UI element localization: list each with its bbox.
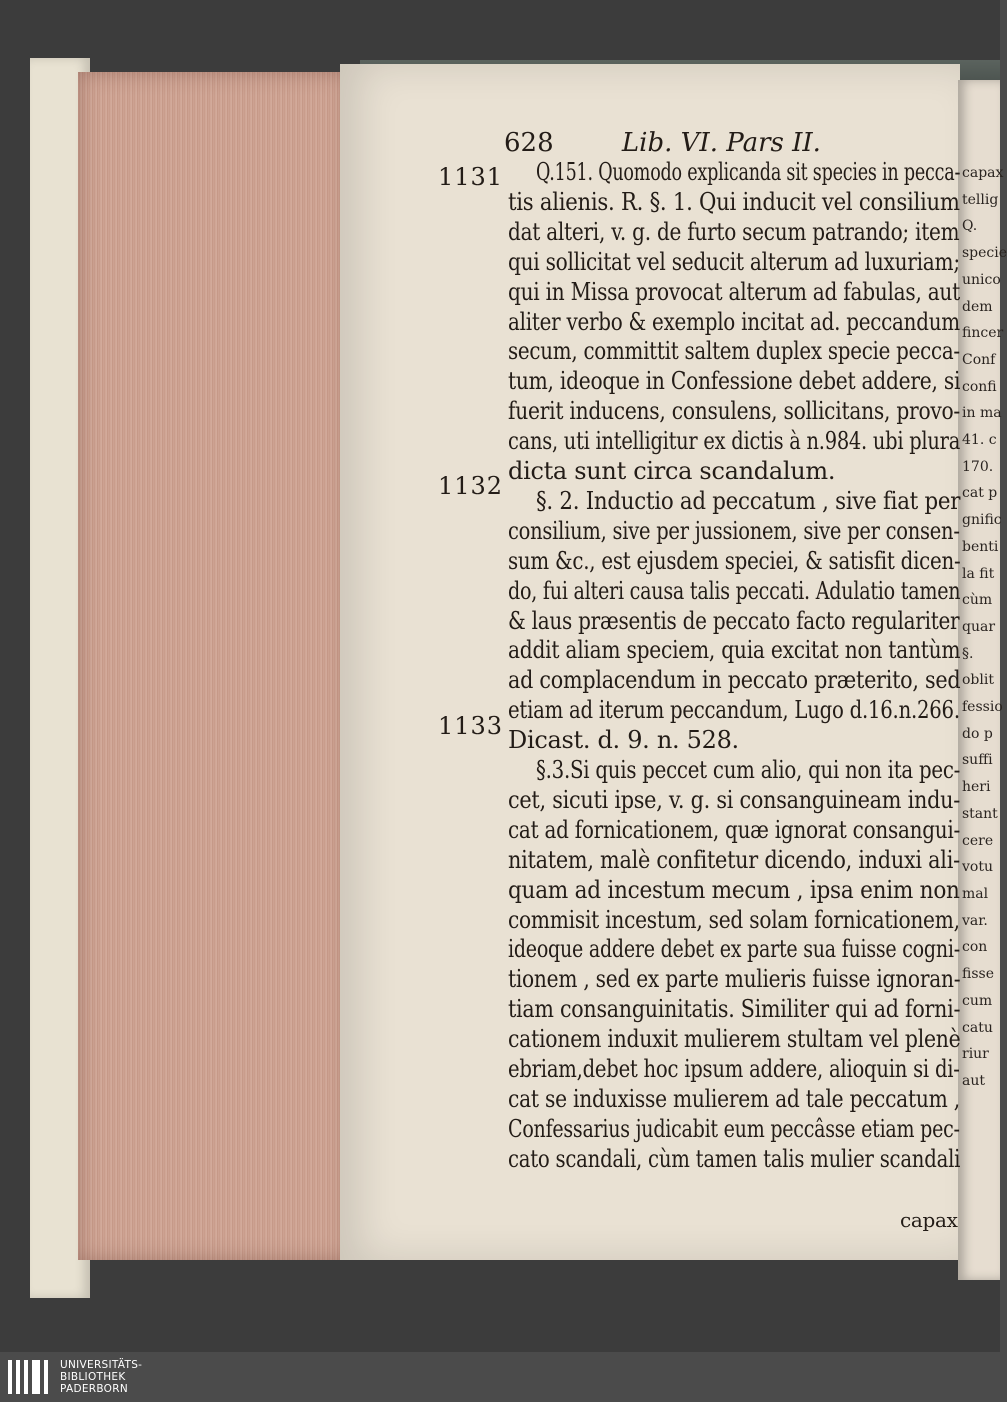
text-line: aliter verbo & exemplo incitat ad. peccandum: [508, 307, 960, 336]
text-line: Q.151. Quomodo explicanda sit species in pecca-: [536, 158, 961, 186]
right-page-fragment: heri: [962, 779, 991, 796]
right-page-fragment: Conf: [962, 351, 996, 368]
library-name-line: BIBLIOTHEK: [60, 1371, 126, 1383]
text-line: secum, committit saltem duplex specie pecca-: [508, 337, 960, 366]
right-page-fragment: la fit: [962, 565, 995, 582]
library-name-line: PADERBORN: [60, 1383, 128, 1395]
text-line: cet, sicuti ipse, v. g. si consanguineam indu-: [508, 785, 961, 814]
right-page-fragment: stant: [962, 805, 998, 822]
right-page-fragment: cùm: [962, 592, 993, 609]
footer-bar: [0, 1352, 1000, 1402]
paragraph-number: 1133: [438, 712, 504, 740]
right-page-fragment: cere: [962, 832, 994, 849]
text-line: qui sollicitat vel seducit alterum ad luxuriam;: [508, 247, 960, 276]
paragraph-number: 1132: [438, 472, 504, 500]
right-page-fragment: capax: [962, 165, 1004, 181]
text-line: consilium, sive per jussionem, sive per consen-: [508, 516, 960, 545]
right-page-fragment: cum: [962, 992, 993, 1009]
text-line: ebriam,debet hoc ipsum addere, alioquin si di-: [508, 1055, 960, 1083]
right-page-fragment: 170.: [962, 458, 994, 475]
text-line: addit aliam speciem, quia excitat non tantùm: [508, 636, 961, 665]
text-line: etiam ad iterum peccandum, Lugo d.16.n.266.: [508, 696, 960, 725]
page-edges: [78, 72, 348, 1260]
text-line: Dicast. d. 9. n. 528.: [508, 726, 739, 755]
right-page-fragment: catu: [962, 1019, 993, 1036]
text-line: cationem induxit mulierem stultam vel plenè: [508, 1025, 961, 1054]
right-page-fragment: 41. c: [962, 432, 997, 449]
text-line: tiam consanguinitatis. Similiter qui ad forni-: [508, 995, 961, 1024]
right-page-fragment: in ma: [962, 405, 1002, 422]
page-number: 628: [504, 128, 554, 158]
right-page-fragment: benti: [962, 538, 999, 555]
right-page: [958, 80, 1007, 1280]
text-line: do, fui alteri causa talis peccati. Adulatio tamen: [508, 576, 961, 605]
text-line: commisit incestum, sed solam fornicationem,: [508, 905, 960, 934]
paragraph-number: 1131: [438, 163, 504, 191]
text-line: sum &c., est ejusdem speciei, & satisfit dicen-: [508, 546, 961, 575]
right-page-fragment: riur: [962, 1046, 989, 1063]
page-header: [504, 128, 821, 158]
right-page-fragment: specie: [962, 245, 1007, 262]
text-line: §. 2. Inductio ad peccatum , sive fiat per: [536, 486, 961, 515]
right-page-fragments: [958, 160, 1007, 1095]
right-page-fragment: cat p: [962, 485, 998, 502]
text-line: §.3.Si quis peccet cum alio, qui non ita pec-: [536, 756, 961, 784]
text-line: & laus præsentis de peccato facto regulariter: [508, 606, 960, 635]
catchword: capax: [900, 1208, 958, 1232]
text-line: cans, uti intelligitur ex dictis à n.984. ubi plura: [508, 427, 961, 456]
text-line: tionem , sed ex parte mulieris fuisse ignoran-: [508, 965, 961, 994]
right-page-fragment: unico: [962, 271, 1001, 288]
right-page-fragment: votu: [962, 859, 993, 876]
right-page-fragment: quar: [962, 618, 996, 635]
text-line: ideoque addere debet ex parte sua fuisse cogni-: [508, 935, 960, 964]
right-page-fragment: tellig: [962, 191, 999, 208]
right-page-fragment: con: [962, 939, 988, 956]
right-page-fragment: dem: [962, 298, 993, 315]
text-line: tum, ideoque in Confessione debet addere, si: [508, 367, 961, 396]
text-line: cat ad fornicationem, quæ ignorat consangui-: [508, 815, 961, 844]
right-page-fragment: confi: [962, 378, 997, 395]
right-page-fragment: oblit: [962, 672, 994, 689]
library-name-line: UNIVERSITÄTS-: [60, 1359, 143, 1371]
text-line: dicta sunt circa scandalum.: [508, 457, 836, 485]
right-page-fragment: aut: [962, 1072, 985, 1089]
right-page-fragment: mal: [962, 885, 989, 902]
text-line: quam ad incestum mecum , ipsa enim non: [508, 875, 960, 904]
text-line: tis alienis. R. §. 1. Qui inducit vel consilium: [508, 187, 960, 216]
text-line: cato scandali, cùm tamen talis mulier scandali: [508, 1144, 961, 1173]
right-page-fragment: var.: [962, 912, 988, 929]
right-page-fragment: do p: [962, 725, 993, 742]
right-page-fragment: fincer: [962, 325, 1004, 342]
right-page-fragment: fessio: [962, 699, 1003, 716]
text-line: fuerit inducens, consulens, sollicitans, provo-: [508, 397, 961, 426]
running-title: Lib. VI. Pars II.: [621, 128, 821, 158]
right-page-fragment: §.: [962, 645, 974, 662]
text-line: ad complacendum in peccato præterito, sed: [508, 666, 961, 695]
right-page-fragment: suffi: [962, 752, 993, 769]
text-line: nitatem, malè confitetur dicendo, induxi ali-: [508, 845, 960, 874]
right-page-fragment: gnific: [962, 512, 1002, 529]
text-line: cat se induxisse mulierem ad tale peccatum ,: [508, 1084, 960, 1113]
text-line: qui in Missa provocat alterum ad fabulas, aut: [508, 277, 960, 306]
right-page-fragment: fisse: [962, 966, 994, 983]
text-line: Confessarius judicabit eum peccâsse etiam pec-: [508, 1114, 960, 1143]
text-line: dat alteri, v. g. de furto secum patrando; item: [508, 217, 960, 246]
library-name: [60, 1359, 142, 1395]
right-page-fragment: Q.: [962, 218, 978, 235]
